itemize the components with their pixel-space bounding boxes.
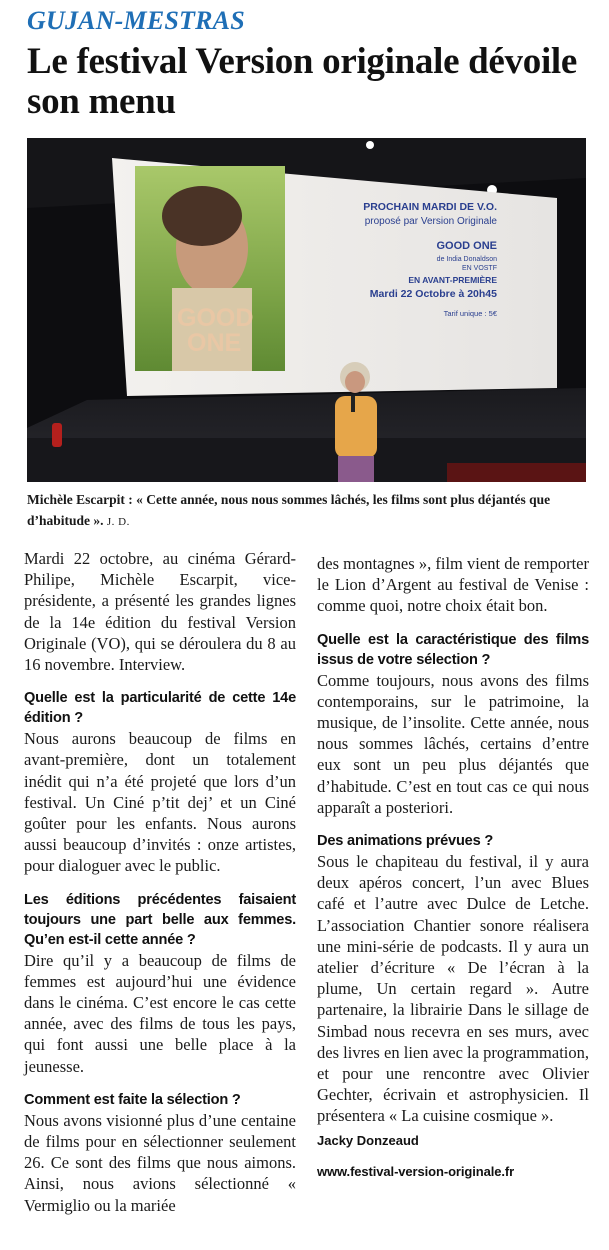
answer-2: Dire qu’il y a beaucoup de films de femmes est aujourd’hui une évidence dans le cinéma. C’est encore le cas cette année, avec des films de tous les pays, qui font aussi une belle place à la jeunesse. bbox=[24, 950, 296, 1076]
article-intro: Mardi 22 octobre, au cinéma Gérard-Philipe, Michèle Escarpit, vice-présidente, a présenté les grandes lignes de la 14e édition du festival Version Originale (VO), qui se déroulera du 8 au 16 novembre. Interview. bbox=[24, 549, 296, 675]
poster-title-line2: ONE bbox=[187, 329, 242, 357]
caption-credit: J. D. bbox=[106, 516, 130, 528]
article-column-right bbox=[317, 553, 589, 1182]
caption-text: Michèle Escarpit : « Cette année, nous nous sommes lâchés, les films sont plus déjantés que d’habitude ». bbox=[27, 492, 551, 528]
screen-text-line5: EN VOSTF bbox=[461, 265, 497, 272]
question-1: Quelle est la particularité de cette 14e édition ? bbox=[24, 690, 296, 727]
photo-caption bbox=[27, 489, 592, 533]
screen-text-line8: Tarif unique : 5€ bbox=[443, 309, 497, 318]
answer-1: Nous aurons beaucoup de films en avant-première, dont un totalement inédit qui n’a été projeté que lors d’un festival. Un Ciné p’tit dej’ et un Ciné goûter pour les enfants. Nous aurons aussi beaucoup d’invités : onze artistes, pour dialoguer avec le public. bbox=[24, 729, 296, 876]
article-photo bbox=[27, 138, 586, 482]
cinema-scene-illustration bbox=[27, 138, 586, 482]
screen-text-line2: proposé par Version Originale bbox=[364, 216, 497, 227]
question-5: Des animations prévues ? bbox=[317, 833, 494, 850]
poster-title-line1: GOOD bbox=[177, 304, 254, 332]
answer-3-continued: des montagnes », film vient de remporter le Lion d’Argent au festival de Venise : comme quoi, notre choix était bon. bbox=[317, 554, 589, 616]
answer-5: Sous le chapiteau du festival, il y aura deux apéros concert, l’un avec Blues café et l’autre avec Dulce de Letche. L’association Chantier sonore réalisera une mini-série de podcasts. Il y aura un atelier d’écriture « De l’écran à la plume, Un certain regard ». Autre partenaire, la librairie Dans le sillage de Simbad nous recevra en ses murs, avec des livres en lien avec la programmation, et pour une rencontre avec Olivier Gechter, écrivain et astrophysicien. Il présentera « La cuisine cosmique ». bbox=[317, 852, 589, 1126]
screen-text-line7: Mardi 22 Octobre à 20h45 bbox=[369, 288, 497, 300]
article-headline: Le festival Version originale dévoile son menu bbox=[27, 41, 578, 122]
answer-3: Nous avons visionné plus d’une centaine de films pour en sélectionner seulement 26. Ce sont des films que nous aimons. Ainsi, nous avions sélectionné « Vermiglio ou la mariée bbox=[24, 1110, 296, 1215]
article-column-left bbox=[24, 548, 296, 1216]
question-2: Les éditions précédentes faisaient toujours une part belle aux femmes. Qu’en est-il cette année ? bbox=[24, 891, 296, 948]
screen-text-line1: PROCHAIN MARDI DE V.O. bbox=[363, 201, 497, 213]
question-3: Comment est faite la sélection ? bbox=[24, 1091, 241, 1108]
fire-extinguisher-illustration bbox=[52, 423, 62, 447]
festival-website-link[interactable]: www.festival-version-originale.fr bbox=[317, 1163, 515, 1179]
screen-text-line4: de India Donaldson bbox=[436, 256, 497, 263]
screen-text-line3: GOOD ONE bbox=[436, 240, 497, 252]
question-4: Quelle est la caractéristique des films issus de votre sélection ? bbox=[317, 631, 589, 668]
screen-text-line6: EN AVANT-PREMIÈRE bbox=[408, 275, 497, 285]
article-kicker: GUJAN-MESTRAS bbox=[27, 6, 245, 35]
answer-4: Comme toujours, nous avons des films contemporains, sur le patrimoine, la musique, de l’insolite. Cette année, nous nous sommes lâchés, certains d’entre eux sont un peu plus déjantés que d’habitude. C’est en tout cas ce qui nous apparaît a posteriori. bbox=[317, 670, 589, 817]
author-signature: Jacky Donzeaud bbox=[317, 1132, 419, 1148]
